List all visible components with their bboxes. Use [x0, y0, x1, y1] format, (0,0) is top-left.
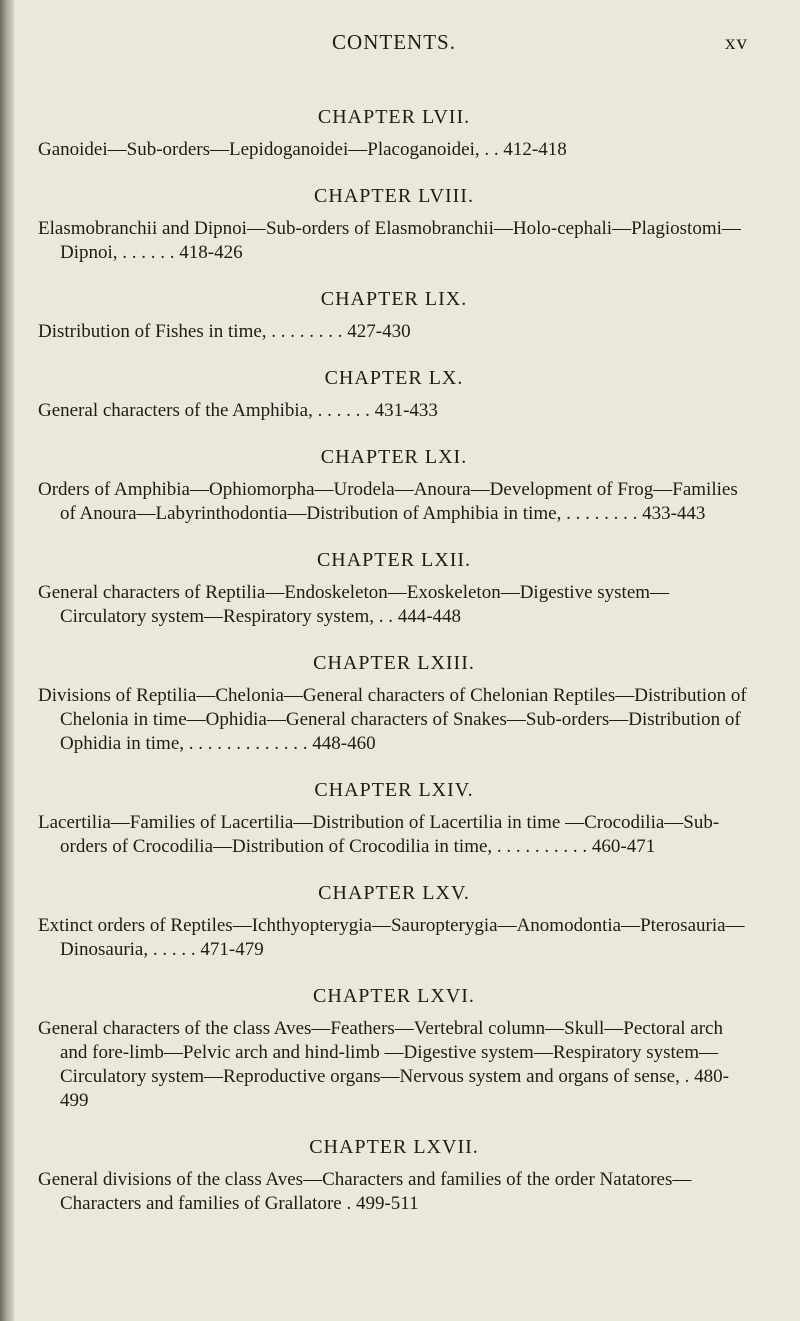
- chapter-entry: Divisions of Reptilia—Chelonia—General characters of Chelonian Reptiles—Distribution of Chelonia in time—Ophidia—General characters of Snakes—Sub-orders—Distribution of Ophidia in time, . . . . . . . . . . . . . 448-460: [38, 685, 747, 754]
- chapter-entry: Extinct orders of Reptiles—Ichthyopterygia—Sauropterygia—Anomodontia—Pterosauria—Dinosauria, . . . . . 471-479: [38, 915, 745, 960]
- page-number: xv: [725, 30, 748, 54]
- chapter-entry: General characters of the Amphibia, . . . . . . 431-433: [38, 400, 438, 421]
- chapter-entry: Ganoidei—Sub-orders—Lepidoganoidei—Placoganoidei, . . 412-418: [38, 139, 567, 160]
- chapter-lvii: [38, 104, 750, 162]
- chapter-entry: General divisions of the class Aves—Characters and families of the order Natatores—Characters and families of Grallatore . 499-511: [38, 1169, 692, 1214]
- chapter-entry: General characters of Reptilia—Endoskeleton—Exoskeleton—Digestive system—Circulatory system—Respiratory system, . . 444-448: [38, 582, 670, 627]
- chapter-lxvii: [38, 1134, 750, 1216]
- chapter-heading: CHAPTER LXII.: [316, 549, 472, 571]
- chapter-entry: Lacertilia—Families of Lacertilia—Distribution of Lacertilia in time —Crocodilia—Sub-orders of Crocodilia—Distribution of Crocodilia in time, . . . . . . . . . . 460-471: [38, 812, 720, 857]
- chapter-lx: [38, 365, 750, 423]
- chapter-entry: General characters of the class Aves—Feathers—Vertebral column—Skull—Pectoral arch and fore-limb—Pelvic arch and hind-limb —Digestive system—Respiratory system—Circulatory system—Reproductive organs—Nervous system and organs of sense, . 480-499: [38, 1018, 729, 1111]
- page-gutter-shadow: [0, 0, 14, 1321]
- chapter-lxii: [38, 547, 750, 629]
- chapter-lix: [38, 286, 750, 344]
- chapter-lxiv: [38, 777, 750, 859]
- chapter-heading: CHAPTER LVII.: [317, 106, 471, 128]
- chapter-heading: CHAPTER LXIV.: [314, 779, 474, 801]
- chapter-heading: CHAPTER LXV.: [318, 882, 470, 904]
- running-header: [38, 30, 750, 60]
- chapter-heading: CHAPTER LX.: [324, 367, 464, 389]
- chapter-entry: Orders of Amphibia—Ophiomorpha—Urodela—Anoura—Development of Frog—Families of Anoura—Labyrinthodontia—Distribution of Amphibia in time, . . . . . . . . 433-443: [38, 479, 738, 524]
- chapter-heading: CHAPTER LVIII.: [314, 185, 474, 207]
- chapter-heading: CHAPTER LXI.: [320, 446, 468, 468]
- chapter-lxvi: [38, 983, 750, 1113]
- chapter-list: [38, 104, 750, 1237]
- chapter-heading: CHAPTER LXVI.: [313, 985, 475, 1007]
- chapter-lviii: [38, 183, 750, 265]
- chapter-heading: CHAPTER LXVII.: [309, 1136, 479, 1158]
- chapter-lxiii: [38, 650, 750, 756]
- chapter-heading: CHAPTER LIX.: [320, 288, 468, 310]
- chapter-entry: Distribution of Fishes in time, . . . . . . . . 427-430: [38, 321, 411, 342]
- chapter-lxv: [38, 880, 750, 962]
- chapter-entry: Elasmobranchii and Dipnoi—Sub-orders of Elasmobranchii—Holo-cephali—Plagiostomi—Dipnoi, . . . . . . 418-426: [38, 218, 741, 263]
- page-title: CONTENTS.: [332, 30, 456, 54]
- chapter-heading: CHAPTER LXIII.: [313, 652, 475, 674]
- chapter-lxi: [38, 444, 750, 526]
